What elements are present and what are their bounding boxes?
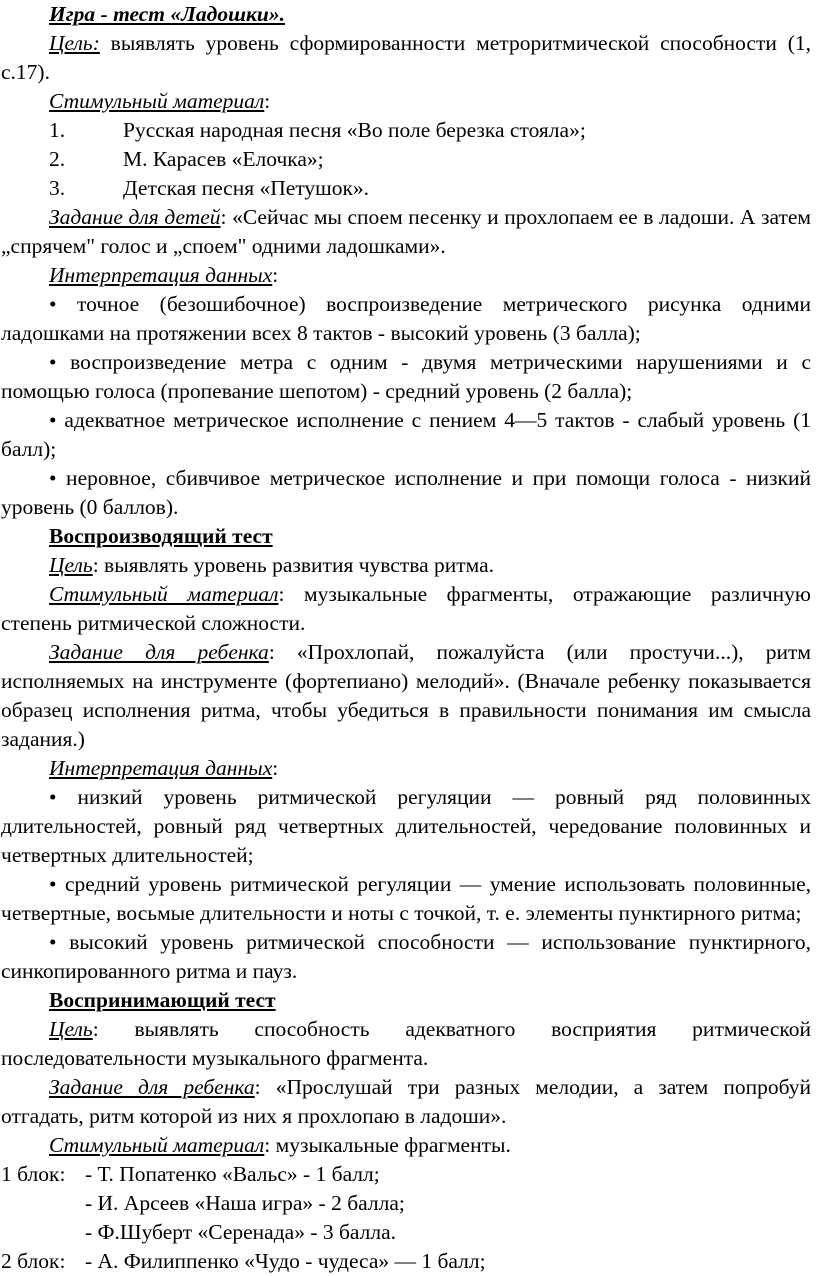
- bullet-item: • высокий уровень ритмической способности — использование пунктирного, синкопированного ритма и пауз.: [1, 930, 811, 983]
- section-title: Воспроизводящий тест: [49, 524, 273, 548]
- task-paragraph: Задание для детей: «Сейчас мы споем песенку и прохлопаем ее в ладоши. А затем „спрячем" голос и „споем" одними ладошками».: [1, 205, 811, 258]
- goal-paragraph: Цель: выявлять уровень развития чувства ритма.: [49, 553, 495, 577]
- bullet-item: • средний уровень ритмической регуляции — умение использовать половинные, четвертные, восьмые длительности и ноты с точкой, т. е. элементы пунктирного ритма;: [1, 872, 811, 925]
- stimulus-paragraph: Стимульный материал: музыкальные фрагменты, отражающие различную степень ритмической сложности.: [1, 582, 811, 635]
- task-paragraph: Задание для ребенка: «Прослушай три разных мелодии, а затем попробуй отгадать, ритм которой из них я прохлопаю в ладоши».: [1, 1075, 811, 1128]
- bullet-item: • точное (безошибочное) воспроизведение метрического рисунка одними ладошками на протяжении всех 8 тактов - высокий уровень (3 балла);: [1, 292, 811, 345]
- bullet-item: • неровное, сбивчивое метрическое исполнение и при помощи голоса - низкий уровень (0 баллов).: [1, 466, 811, 519]
- list-item: 1. Русская народная песня «Во поле березка стояла»;: [49, 118, 586, 142]
- block-line: 2 блок: - А. Филиппенко «Чудо - чудеса» — 1 балл;: [1, 1249, 486, 1273]
- goal-paragraph: Цель: выявлять способность адекватного восприятия ритмической последовательности музыкального фрагмента.: [1, 1017, 811, 1070]
- task-paragraph: Задание для ребенка: «Прохлопай, пожалуйста (или простучи...), ритм исполняемых на инструменте (фортепиано) мелодий». (Вначале ребенку показывается образец исполнения ритма, чтобы убедиться в правильности понимания им смысла задания.): [1, 640, 811, 751]
- interpretation-heading: Интерпретация данных:: [49, 263, 279, 287]
- block-line: - И. Арсеев «Наша игра» - 2 балла;: [85, 1191, 405, 1215]
- section-title: Игра - тест «Ладошки».: [49, 2, 285, 26]
- stimulus-paragraph: Стимульный материал: музыкальные фрагменты.: [49, 1133, 511, 1157]
- section-title: Воспринимающий тест: [49, 988, 276, 1012]
- interpretation-heading: Интерпретация данных:: [49, 756, 279, 780]
- list-item: 2. М. Карасев «Елочка»;: [49, 147, 324, 171]
- goal-paragraph: Цель: выявлять уровень сформированности метроритмической способности (1, с.17).: [1, 31, 811, 84]
- block-line: - Ф.Шуберт «Серенада» - 3 балла.: [85, 1220, 397, 1244]
- bullet-item: • воспроизведение метра с одним - двумя метрическими нарушениями и с помощью голоса (пропевание шепотом) - средний уровень (2 балла);: [1, 350, 811, 403]
- list-item: 3. Детская песня «Петушок».: [49, 176, 370, 200]
- bullet-item: • адекватное метрическое исполнение с пением 4—5 тактов - слабый уровень (1 балл);: [1, 408, 811, 461]
- stimulus-heading: Стимульный материал:: [49, 89, 271, 113]
- bullet-item: • низкий уровень ритмической регуляции — ровный ряд половинных длительностей, ровный ряд четвертных длительностей, чередование половинных и четвертных длительностей;: [1, 785, 811, 867]
- block-line: 1 блок: - Т. Попатенко «Вальс» - 1 балл;: [1, 1162, 380, 1186]
